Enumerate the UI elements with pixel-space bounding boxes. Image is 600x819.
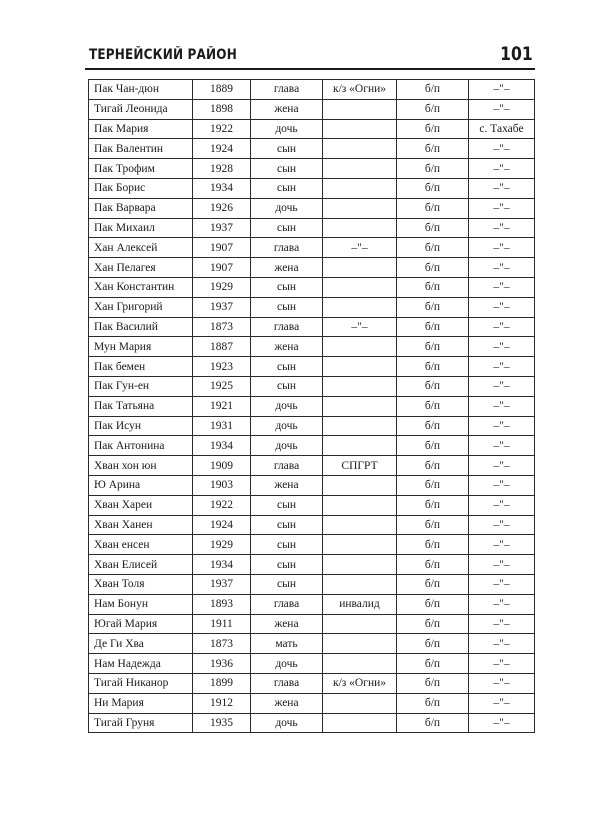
party-status-cell: б/п [397, 673, 469, 693]
table-row [89, 574, 535, 594]
party-status-cell: б/п [397, 614, 469, 634]
table-row [89, 139, 535, 159]
party-status-cell: б/п [397, 574, 469, 594]
birth-year-cell: 1887 [193, 337, 251, 357]
family-role-cell: дочь [251, 416, 323, 436]
residence-cell: –"– [469, 456, 535, 476]
table-row [89, 258, 535, 278]
residence-cell: –"– [469, 80, 535, 100]
person-name-cell: Пак Варвара [89, 198, 193, 218]
workplace-cell [323, 258, 397, 278]
table-row [89, 555, 535, 575]
birth-year-cell: 1907 [193, 258, 251, 278]
birth-year-cell: 1937 [193, 574, 251, 594]
party-status-cell: б/п [397, 80, 469, 100]
residence-cell: –"– [469, 574, 535, 594]
table-row [89, 376, 535, 396]
person-name-cell: Мун Мария [89, 337, 193, 357]
residence-cell: –"– [469, 297, 535, 317]
workplace-cell: –"– [323, 238, 397, 258]
party-status-cell: б/п [397, 515, 469, 535]
party-status-cell: б/п [397, 693, 469, 713]
person-name-cell: Хван Толя [89, 574, 193, 594]
family-role-cell: глава [251, 238, 323, 258]
birth-year-cell: 1922 [193, 119, 251, 139]
workplace-cell [323, 416, 397, 436]
workplace-cell [323, 218, 397, 238]
table-row [89, 119, 535, 139]
party-status-cell: б/п [397, 416, 469, 436]
workplace-cell [323, 713, 397, 733]
family-role-cell: сын [251, 495, 323, 515]
person-name-cell: Хан Пелагея [89, 258, 193, 278]
page-header [85, 38, 535, 70]
person-name-cell: Хван енсен [89, 535, 193, 555]
birth-year-cell: 1924 [193, 515, 251, 535]
residence-cell: –"– [469, 337, 535, 357]
workplace-cell [323, 376, 397, 396]
party-status-cell: б/п [397, 258, 469, 278]
running-title: ТЕРНЕЙСКИЙ РАЙОН [89, 47, 237, 63]
person-name-cell: Югай Мария [89, 614, 193, 634]
workplace-cell [323, 535, 397, 555]
residence-cell: –"– [469, 139, 535, 159]
family-role-cell: сын [251, 277, 323, 297]
residence-cell: –"– [469, 594, 535, 614]
workplace-cell: СПГРТ [323, 456, 397, 476]
party-status-cell: б/п [397, 436, 469, 456]
birth-year-cell: 1907 [193, 238, 251, 258]
person-name-cell: Ю Арина [89, 475, 193, 495]
family-role-cell: дочь [251, 198, 323, 218]
person-name-cell: Пак бемен [89, 357, 193, 377]
person-name-cell: Хан Алексей [89, 238, 193, 258]
person-name-cell: Пак Мария [89, 119, 193, 139]
table-row [89, 713, 535, 733]
party-status-cell: б/п [397, 594, 469, 614]
family-role-cell: сын [251, 218, 323, 238]
person-name-cell: Хван Ханен [89, 515, 193, 535]
person-name-cell: Тигай Леонида [89, 99, 193, 119]
person-name-cell: Пак Исун [89, 416, 193, 436]
workplace-cell [323, 99, 397, 119]
party-status-cell: б/п [397, 376, 469, 396]
party-status-cell: б/п [397, 634, 469, 654]
birth-year-cell: 1889 [193, 80, 251, 100]
family-role-cell: сын [251, 159, 323, 179]
birth-year-cell: 1934 [193, 436, 251, 456]
birth-year-cell: 1898 [193, 99, 251, 119]
person-name-cell: Хван Хареи [89, 495, 193, 515]
family-role-cell: жена [251, 337, 323, 357]
table-row [89, 594, 535, 614]
table-row [89, 614, 535, 634]
residence-cell: –"– [469, 634, 535, 654]
workplace-cell: к/з «Огни» [323, 673, 397, 693]
table-row [89, 515, 535, 535]
family-role-cell: дочь [251, 119, 323, 139]
residence-cell: –"– [469, 713, 535, 733]
page-number: 101 [500, 43, 533, 65]
residence-cell: –"– [469, 673, 535, 693]
table-row [89, 218, 535, 238]
table-row [89, 654, 535, 674]
workplace-cell [323, 297, 397, 317]
birth-year-cell: 1924 [193, 139, 251, 159]
birth-year-cell: 1937 [193, 218, 251, 238]
person-name-cell: Де Ги Хва [89, 634, 193, 654]
person-name-cell: Пак Валентин [89, 139, 193, 159]
workplace-cell [323, 357, 397, 377]
party-status-cell: б/п [397, 218, 469, 238]
birth-year-cell: 1922 [193, 495, 251, 515]
party-status-cell: б/п [397, 119, 469, 139]
table-row [89, 495, 535, 515]
residence-cell: –"– [469, 693, 535, 713]
party-status-cell: б/п [397, 555, 469, 575]
birth-year-cell: 1937 [193, 297, 251, 317]
party-status-cell: б/п [397, 535, 469, 555]
person-name-cell: Нам Надежда [89, 654, 193, 674]
birth-year-cell: 1903 [193, 475, 251, 495]
table-row [89, 198, 535, 218]
family-role-cell: глава [251, 80, 323, 100]
party-status-cell: б/п [397, 159, 469, 179]
workplace-cell: инвалид [323, 594, 397, 614]
family-role-cell: глава [251, 673, 323, 693]
workplace-cell [323, 337, 397, 357]
table-row [89, 673, 535, 693]
table-row [89, 337, 535, 357]
table-row [89, 178, 535, 198]
family-role-cell: сын [251, 376, 323, 396]
residence-cell: –"– [469, 436, 535, 456]
person-name-cell: Хван Елисей [89, 555, 193, 575]
workplace-cell [323, 515, 397, 535]
workplace-cell: к/з «Огни» [323, 80, 397, 100]
table-row [89, 80, 535, 100]
birth-year-cell: 1936 [193, 654, 251, 674]
residence-cell: –"– [469, 555, 535, 575]
person-name-cell: Пак Гун-ен [89, 376, 193, 396]
birth-year-cell: 1935 [193, 713, 251, 733]
residence-cell: –"– [469, 178, 535, 198]
table-row [89, 456, 535, 476]
residence-cell: –"– [469, 198, 535, 218]
birth-year-cell: 1934 [193, 555, 251, 575]
person-name-cell: Хан Константин [89, 277, 193, 297]
family-role-cell: мать [251, 634, 323, 654]
workplace-cell [323, 159, 397, 179]
party-status-cell: б/п [397, 654, 469, 674]
workplace-cell [323, 475, 397, 495]
person-name-cell: Пак Борис [89, 178, 193, 198]
workplace-cell [323, 178, 397, 198]
family-role-cell: сын [251, 574, 323, 594]
family-role-cell: дочь [251, 713, 323, 733]
family-role-cell: сын [251, 139, 323, 159]
family-role-cell: жена [251, 475, 323, 495]
workplace-cell: –"– [323, 317, 397, 337]
residence-cell: с. Тахабе [469, 119, 535, 139]
party-status-cell: б/п [397, 396, 469, 416]
workplace-cell [323, 495, 397, 515]
family-role-cell: сын [251, 535, 323, 555]
workplace-cell [323, 198, 397, 218]
table-row [89, 634, 535, 654]
registry-body [89, 80, 535, 733]
birth-year-cell: 1928 [193, 159, 251, 179]
workplace-cell [323, 614, 397, 634]
residence-cell: –"– [469, 238, 535, 258]
party-status-cell: б/п [397, 99, 469, 119]
party-status-cell: б/п [397, 297, 469, 317]
residence-cell: –"– [469, 357, 535, 377]
birth-year-cell: 1929 [193, 535, 251, 555]
birth-year-cell: 1893 [193, 594, 251, 614]
birth-year-cell: 1929 [193, 277, 251, 297]
birth-year-cell: 1873 [193, 634, 251, 654]
residence-cell: –"– [469, 396, 535, 416]
birth-year-cell: 1873 [193, 317, 251, 337]
party-status-cell: б/п [397, 198, 469, 218]
party-status-cell: б/п [397, 139, 469, 159]
family-role-cell: сын [251, 178, 323, 198]
workplace-cell [323, 436, 397, 456]
residence-cell: –"– [469, 495, 535, 515]
birth-year-cell: 1923 [193, 357, 251, 377]
party-status-cell: б/п [397, 495, 469, 515]
family-role-cell: глава [251, 594, 323, 614]
party-status-cell: б/п [397, 277, 469, 297]
family-role-cell: жена [251, 99, 323, 119]
family-role-cell: дочь [251, 396, 323, 416]
residence-cell: –"– [469, 614, 535, 634]
table-row [89, 357, 535, 377]
party-status-cell: б/п [397, 337, 469, 357]
family-role-cell: глава [251, 317, 323, 337]
table-row [89, 159, 535, 179]
family-role-cell: глава [251, 456, 323, 476]
workplace-cell [323, 693, 397, 713]
person-name-cell: Пак Трофим [89, 159, 193, 179]
workplace-cell [323, 119, 397, 139]
residence-cell: –"– [469, 475, 535, 495]
birth-year-cell: 1912 [193, 693, 251, 713]
family-role-cell: жена [251, 614, 323, 634]
family-role-cell: сын [251, 297, 323, 317]
person-name-cell: Хван хон юн [89, 456, 193, 476]
person-name-cell: Тигай Никанор [89, 673, 193, 693]
family-registry-table [88, 79, 535, 733]
birth-year-cell: 1925 [193, 376, 251, 396]
birth-year-cell: 1911 [193, 614, 251, 634]
party-status-cell: б/п [397, 317, 469, 337]
party-status-cell: б/п [397, 456, 469, 476]
table-row [89, 535, 535, 555]
table-row [89, 238, 535, 258]
birth-year-cell: 1934 [193, 178, 251, 198]
residence-cell: –"– [469, 99, 535, 119]
workplace-cell [323, 277, 397, 297]
residence-cell: –"– [469, 277, 535, 297]
table-row [89, 277, 535, 297]
person-name-cell: Ни Мария [89, 693, 193, 713]
residence-cell: –"– [469, 376, 535, 396]
birth-year-cell: 1909 [193, 456, 251, 476]
family-role-cell: сын [251, 555, 323, 575]
person-name-cell: Тигай Груня [89, 713, 193, 733]
workplace-cell [323, 555, 397, 575]
party-status-cell: б/п [397, 357, 469, 377]
residence-cell: –"– [469, 218, 535, 238]
residence-cell: –"– [469, 515, 535, 535]
person-name-cell: Хан Григорий [89, 297, 193, 317]
person-name-cell: Нам Бонун [89, 594, 193, 614]
person-name-cell: Пак Татьяна [89, 396, 193, 416]
party-status-cell: б/п [397, 238, 469, 258]
birth-year-cell: 1921 [193, 396, 251, 416]
family-role-cell: сын [251, 515, 323, 535]
residence-cell: –"– [469, 258, 535, 278]
residence-cell: –"– [469, 317, 535, 337]
table-row [89, 297, 535, 317]
person-name-cell: Пак Антонина [89, 436, 193, 456]
birth-year-cell: 1899 [193, 673, 251, 693]
birth-year-cell: 1931 [193, 416, 251, 436]
workplace-cell [323, 654, 397, 674]
family-role-cell: дочь [251, 654, 323, 674]
table-row [89, 475, 535, 495]
table-row [89, 396, 535, 416]
table-row [89, 99, 535, 119]
family-role-cell: дочь [251, 436, 323, 456]
family-role-cell: сын [251, 357, 323, 377]
workplace-cell [323, 139, 397, 159]
person-name-cell: Пак Василий [89, 317, 193, 337]
residence-cell: –"– [469, 654, 535, 674]
residence-cell: –"– [469, 535, 535, 555]
party-status-cell: б/п [397, 475, 469, 495]
person-name-cell: Пак Михаил [89, 218, 193, 238]
table-row [89, 416, 535, 436]
party-status-cell: б/п [397, 713, 469, 733]
birth-year-cell: 1926 [193, 198, 251, 218]
party-status-cell: б/п [397, 178, 469, 198]
table-row [89, 317, 535, 337]
residence-cell: –"– [469, 416, 535, 436]
family-role-cell: жена [251, 693, 323, 713]
person-name-cell: Пак Чан-дюн [89, 80, 193, 100]
family-role-cell: жена [251, 258, 323, 278]
workplace-cell [323, 574, 397, 594]
table-row [89, 693, 535, 713]
residence-cell: –"– [469, 159, 535, 179]
workplace-cell [323, 634, 397, 654]
workplace-cell [323, 396, 397, 416]
table-row [89, 436, 535, 456]
